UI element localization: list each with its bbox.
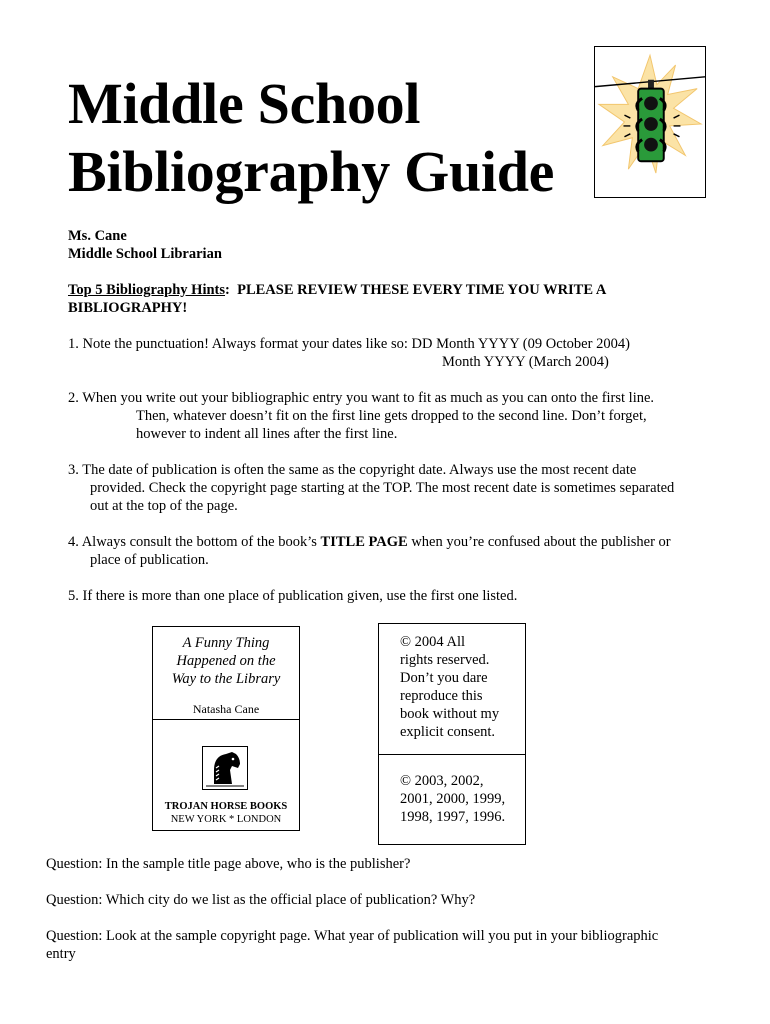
copyright-line2: rights reserved. <box>400 652 490 668</box>
copyright-years-block <box>379 772 525 826</box>
hint-2-line2: Then, whatever doesn’t fit on the first line gets dropped to the second line. Don’t forget, <box>136 408 647 424</box>
hints-heading: Top 5 Bibliography Hints <box>68 282 226 298</box>
hints-instruction-line2: BIBLIOGRAPHY! <box>68 300 188 316</box>
author-role: Middle School Librarian <box>68 246 222 262</box>
hint-2-line1: 2. When you write out your bibliographic entry you want to fit as much as you can onto the first line. <box>68 390 655 406</box>
question-2: Question: Which city do we list as the official place of publication? Why? <box>46 892 476 908</box>
trojan-horse-head-icon <box>202 746 248 790</box>
sample-book-author: Natasha Cane <box>192 702 260 716</box>
copyright-line5: book without my <box>400 706 500 722</box>
author-name: Ms. Cane <box>68 228 127 244</box>
hint-3-line2: provided. Check the copyright page starting at the TOP. The most recent date is sometimes separated <box>90 480 675 496</box>
sample-book-title <box>153 634 299 688</box>
hint-1-line1: 1. Note the punctuation! Always format your dates like so: DD Month YYYY (09 October 2004) <box>68 336 630 352</box>
hints-instruction-line1: PLEASE REVIEW THESE EVERY TIME YOU WRITE A <box>237 282 607 298</box>
copyright-line4: reproduce this <box>400 688 483 704</box>
page-title-line2: Bibliography Guide <box>68 139 555 204</box>
question-1: Question: In the sample title page above, who is the publisher? <box>46 856 411 872</box>
sample-book-title-line3: Way to the Library <box>171 671 281 687</box>
hint-4-line2: place of publication. <box>90 552 209 568</box>
copyright-years-line2: 2001, 2000, 1999, <box>400 791 506 807</box>
page-title <box>68 70 554 206</box>
copyright-line3: Don’t you dare <box>400 670 488 686</box>
hint-3-line3: out at the top of the page. <box>90 498 238 514</box>
sample-publisher-name: TROJAN HORSE BOOKS <box>164 801 288 812</box>
hint-3-line1: 3. The date of publication is often the same as the copyright date. Always use the most recent date <box>68 462 637 478</box>
page-title-line1: Middle School <box>68 71 421 136</box>
copyright-line6: explicit consent. <box>400 724 496 740</box>
traffic-light-clipart <box>594 46 706 198</box>
sample-title-page <box>152 626 300 831</box>
question-3-line2: entry <box>46 946 76 962</box>
sample-book-title-line2: Happened on the <box>176 653 276 669</box>
hint-5-line1: 5. If there is more than one place of publication given, use the first one listed. <box>68 588 518 604</box>
hints-heading-colon: : <box>225 282 230 298</box>
sample-book-title-line1: A Funny Thing <box>182 635 270 651</box>
traffic-light-icon <box>595 47 705 197</box>
sample-copyright-page <box>378 623 526 845</box>
hint-4-suffix: when you’re confused about the publisher or <box>407 534 671 550</box>
hint-1-line2: Month YYYY (March 2004) <box>442 354 609 370</box>
hints-heading-line <box>68 281 606 299</box>
copyright-notice-block <box>379 624 525 755</box>
question-3-line1: Question: Look at the sample copyright page. What year of publication will you put in your bibliographic <box>46 928 659 944</box>
sample-publisher-cities: NEW YORK * LONDON <box>170 814 282 825</box>
copyright-line1: © 2004 All <box>400 634 465 650</box>
copyright-years-line3: 1998, 1997, 1996. <box>400 809 506 825</box>
hint-4-line1 <box>68 533 671 551</box>
hint-4-prefix: 4. Always consult the bottom of the book’s <box>68 534 321 550</box>
sample-title-page-header <box>153 627 299 720</box>
hint-2-line3: however to indent all lines after the first line. <box>136 426 398 442</box>
copyright-years-line1: © 2003, 2002, <box>400 773 484 789</box>
hint-4-emphasis: TITLE PAGE <box>320 534 408 550</box>
sample-publisher-block <box>153 800 299 826</box>
